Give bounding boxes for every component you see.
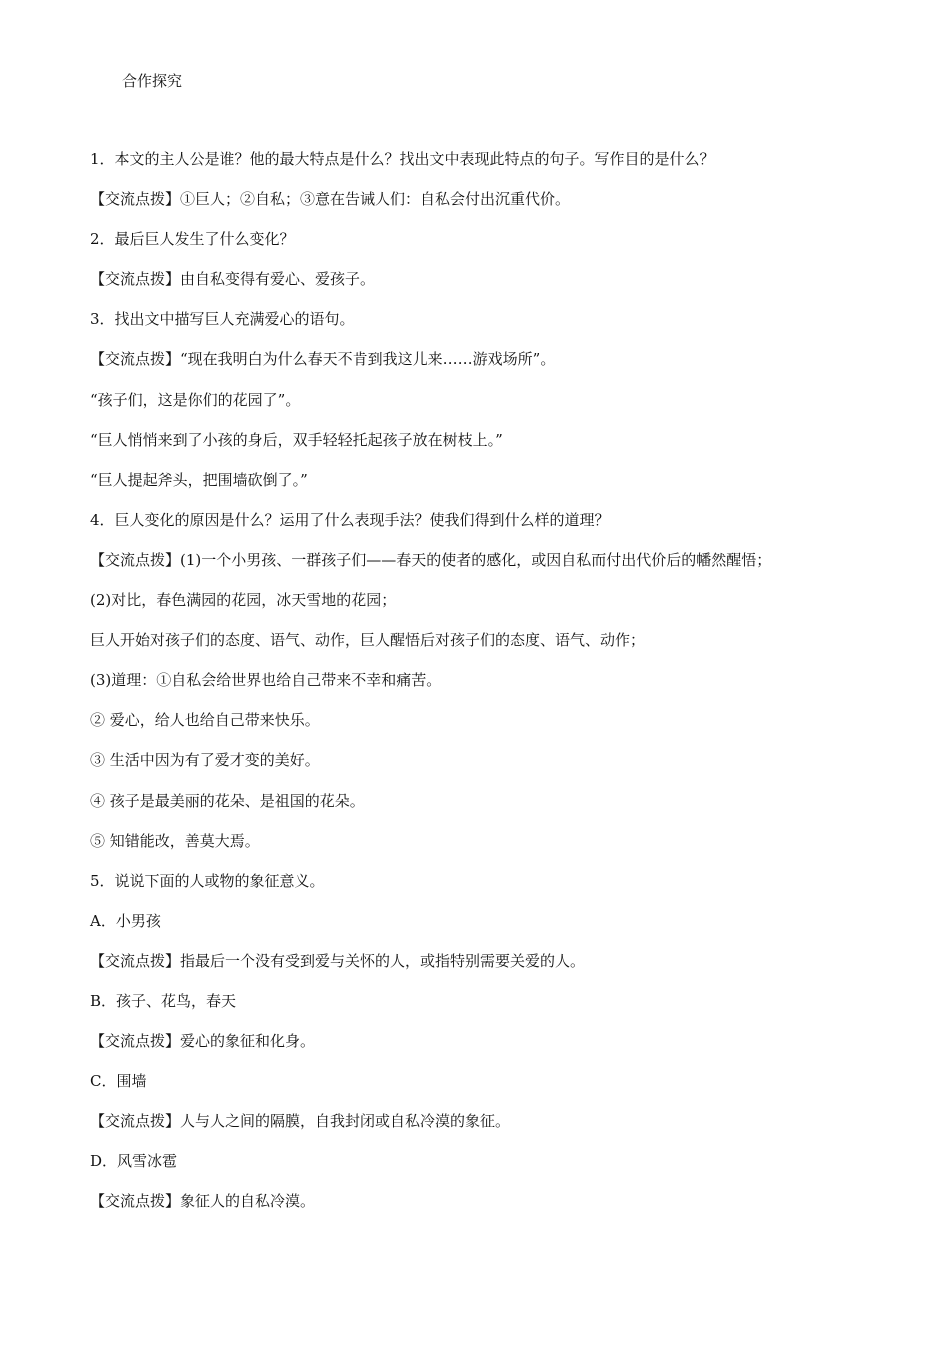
answer-4-lesson-4: ④ 孩子是最美丽的花朵、是祖国的花朵。 (90, 791, 365, 810)
option-b: B．孩子、花鸟，春天 (90, 991, 237, 1010)
answer-5a: 【交流点拨】指最后一个没有受到爱与关怀的人，或指特别需要关爱的人。 (90, 951, 586, 970)
answer-4-part-2: (2)对比，春色满园的花园，冰天雪地的花园； (90, 591, 397, 610)
option-d: D．风雪冰雹 (90, 1152, 178, 1171)
answer-1: 【交流点拨】①巨人；②自私；③意在告诫人们：自私会付出沉重代价。 (90, 190, 571, 209)
answer-3: 【交流点拨】“现在我明白为什么春天不肯到我这儿来……游戏场所”。 (90, 350, 556, 369)
question-2: 2．最后巨人发生了什么变化？ (90, 230, 295, 249)
option-a: A．小男孩 (90, 911, 161, 930)
answer-4-part-2-cont: 巨人开始对孩子们的态度、语气、动作，巨人醒悟后对孩子们的态度、语气、动作； (90, 631, 646, 650)
answer-2: 【交流点拨】由自私变得有爱心、爱孩子。 (90, 270, 376, 289)
question-1: 1．本文的主人公是谁？他的最大特点是什么？找出文中表现此特点的句子。写作目的是什么？ (90, 150, 715, 168)
question-4: 4．巨人变化的原因是什么？运用了什么表现手法？使我们得到什么样的道理？ (90, 510, 610, 529)
answer-4-part-1: 【交流点拨】(1)一个小男孩、一群孩子们——春天的使者的感化，或因自私而付出代价后的幡然醒悟； (90, 550, 772, 569)
question-3: 3．找出文中描写巨人充满爱心的语句。 (90, 310, 355, 329)
answer-4-part-3: (3)道理：①自私会给世界也给自己带来不幸和痛苦。 (90, 671, 442, 690)
document-body (90, 148, 930, 1231)
answer-3-quote-2: “巨人悄悄来到了小孩的身后，双手轻轻托起孩子放在树枝上。” (90, 430, 503, 449)
answer-5c: 【交流点拨】人与人之间的隔膜，自我封闭或自私冷漠的象征。 (90, 1112, 511, 1131)
answer-4-lesson-5: ⑤ 知错能改，善莫大焉。 (90, 831, 260, 850)
section-title: 合作探究 (122, 72, 183, 90)
answer-4-lesson-3: ③ 生活中因为有了爱才变的美好。 (90, 751, 320, 770)
answer-3-quote-3: “巨人提起斧头，把围墙砍倒了。” (90, 470, 308, 489)
question-5: 5．说说下面的人或物的象征意义。 (90, 871, 325, 890)
option-c: C．围墙 (90, 1072, 147, 1091)
answer-4-lesson-2: ② 爱心，给人也给自己带来快乐。 (90, 711, 320, 730)
answer-5b: 【交流点拨】爱心的象征和化身。 (90, 1032, 316, 1051)
answer-5d: 【交流点拨】象征人的自私冷漠。 (90, 1192, 316, 1211)
answer-3-quote-1: “孩子们，这是你们的花园了”。 (90, 390, 301, 409)
